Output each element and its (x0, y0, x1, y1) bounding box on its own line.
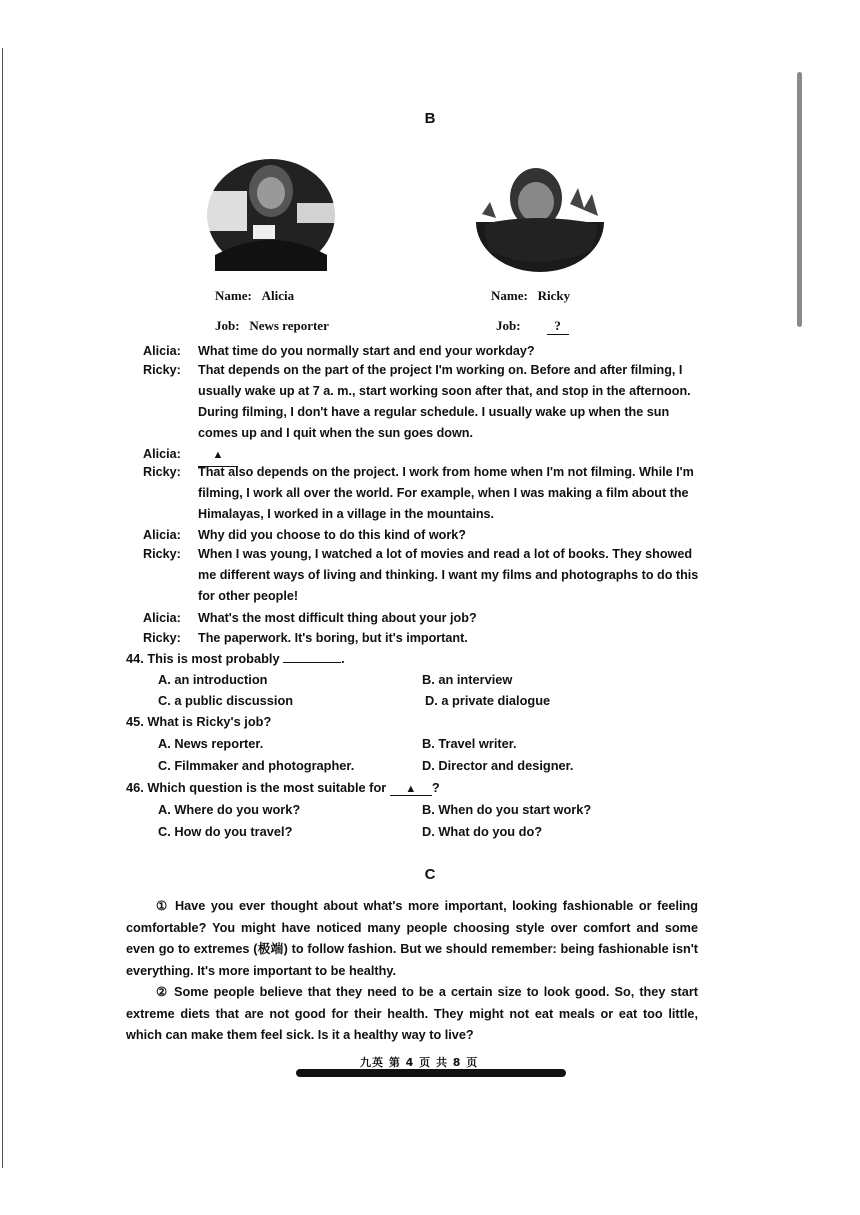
page-footer: 九英 第 4 页 共 8 页 (360, 1056, 479, 1069)
question-44-option-a[interactable]: A. an introduction (158, 672, 268, 687)
ricky-job-row: Job: ? (496, 318, 569, 335)
dialogue-text: When I was young, I watched a lot of movies and read a lot of books. They showed me different ways of living and thinking. I want my films and photographs to do this for other people! (198, 547, 699, 603)
passage-paragraph-2: ② Some people believe that they need to be a certain size to look good. So, they start extreme diets that are not good for their health. They might not eat meals or eat too little, which can make them feel sick. Is it a healthy way to live? (126, 985, 698, 1043)
question-46-blank: ▲ (390, 783, 432, 796)
dialogue-text: The paperwork. It's boring, but it's important. (198, 631, 468, 645)
dialogue-line (143, 608, 703, 629)
footer-bar (296, 1069, 566, 1077)
speaker-label: Alicia: (143, 344, 181, 358)
speaker-label: Ricky: (143, 631, 181, 645)
dialogue-line (143, 628, 703, 649)
passage-paragraph-1: ① Have you ever thought about what's more important, looking fashionable or feeling comfortable? You might have noticed many people choosing style over comfort and some even go to extremes (极端) to follow fashion. But we should remember: being fashionable isn't everything. It's more important to be healthy. (126, 899, 698, 978)
dialogue-line (143, 462, 703, 525)
page-left-edge (2, 48, 3, 1168)
question-44-stem: 44. This is most probably . (126, 651, 345, 666)
question-45-option-c[interactable]: C. Filmmaker and photographer. (158, 758, 355, 773)
speaker-label: Ricky: (143, 547, 181, 561)
dialogue-text: What time do you normally start and end your workday? (198, 344, 535, 358)
speaker-label: Ricky: (143, 363, 181, 377)
speaker-label: Ricky: (143, 465, 181, 479)
dialogue-line (143, 544, 703, 607)
speaker-label: Alicia: (143, 528, 181, 542)
speaker-label: Alicia: (143, 611, 181, 625)
question-44-option-c[interactable]: C. a public discussion (158, 693, 294, 708)
question-45-option-d[interactable]: D. Director and designer. (422, 758, 574, 773)
ricky-name-row: Name: Ricky (491, 288, 571, 303)
alicia-photo (205, 155, 337, 271)
section-b-title: B (424, 110, 436, 127)
dialogue-text: Why did you choose to do this kind of work? (198, 528, 466, 542)
question-45-option-a[interactable]: A. News reporter. (158, 736, 264, 751)
dialogue-text: What's the most difficult thing about your job? (198, 611, 477, 625)
ricky-job-blank: ? (547, 318, 569, 335)
question-46-stem: 46. Which question is the most suitable for ▲ ? (126, 780, 440, 795)
alicia-job-row: Job: News reporter (215, 318, 329, 333)
dialogue-text: That depends on the part of the project I'm working on. Before and after filming, I usually wake up at 7 a. m., start working soon after that, and stop in the afternoon. During filming, I don't have a regular schedule. I usually wake up when the sun comes up and I quit when the sun goes down. (198, 363, 691, 440)
question-44-option-b[interactable]: B. an interview (422, 672, 513, 687)
dialogue-line (143, 360, 703, 444)
question-46-option-a[interactable]: A. Where do you work? (158, 802, 301, 817)
question-44-blank (283, 662, 341, 663)
alicia-name-row: Name: Alicia (215, 288, 295, 303)
answer-blank: ▲ (198, 445, 238, 467)
question-46-option-d[interactable]: D. What do you do? (422, 824, 543, 839)
section-c-title: C (424, 866, 436, 883)
dialogue-line (143, 525, 703, 546)
question-46-option-c[interactable]: C. How do you travel? (158, 824, 293, 839)
question-45-stem: 45. What is Ricky's job? (126, 714, 272, 729)
ricky-photo (474, 158, 606, 274)
dialogue-line (143, 341, 703, 362)
dialogue-text: That also depends on the project. I work from home when I'm not filming. While I'm filming, I work all over the world. For example, when I was making a film about the Himalayas, I worked in a village in the mountains. (198, 465, 694, 521)
question-45-option-b[interactable]: B. Travel writer. (422, 736, 517, 751)
question-46-option-b[interactable]: B. When do you start work? (422, 802, 592, 817)
question-44-option-d[interactable]: D. a private dialogue (425, 693, 551, 708)
speaker-label: Alicia: (143, 447, 181, 461)
